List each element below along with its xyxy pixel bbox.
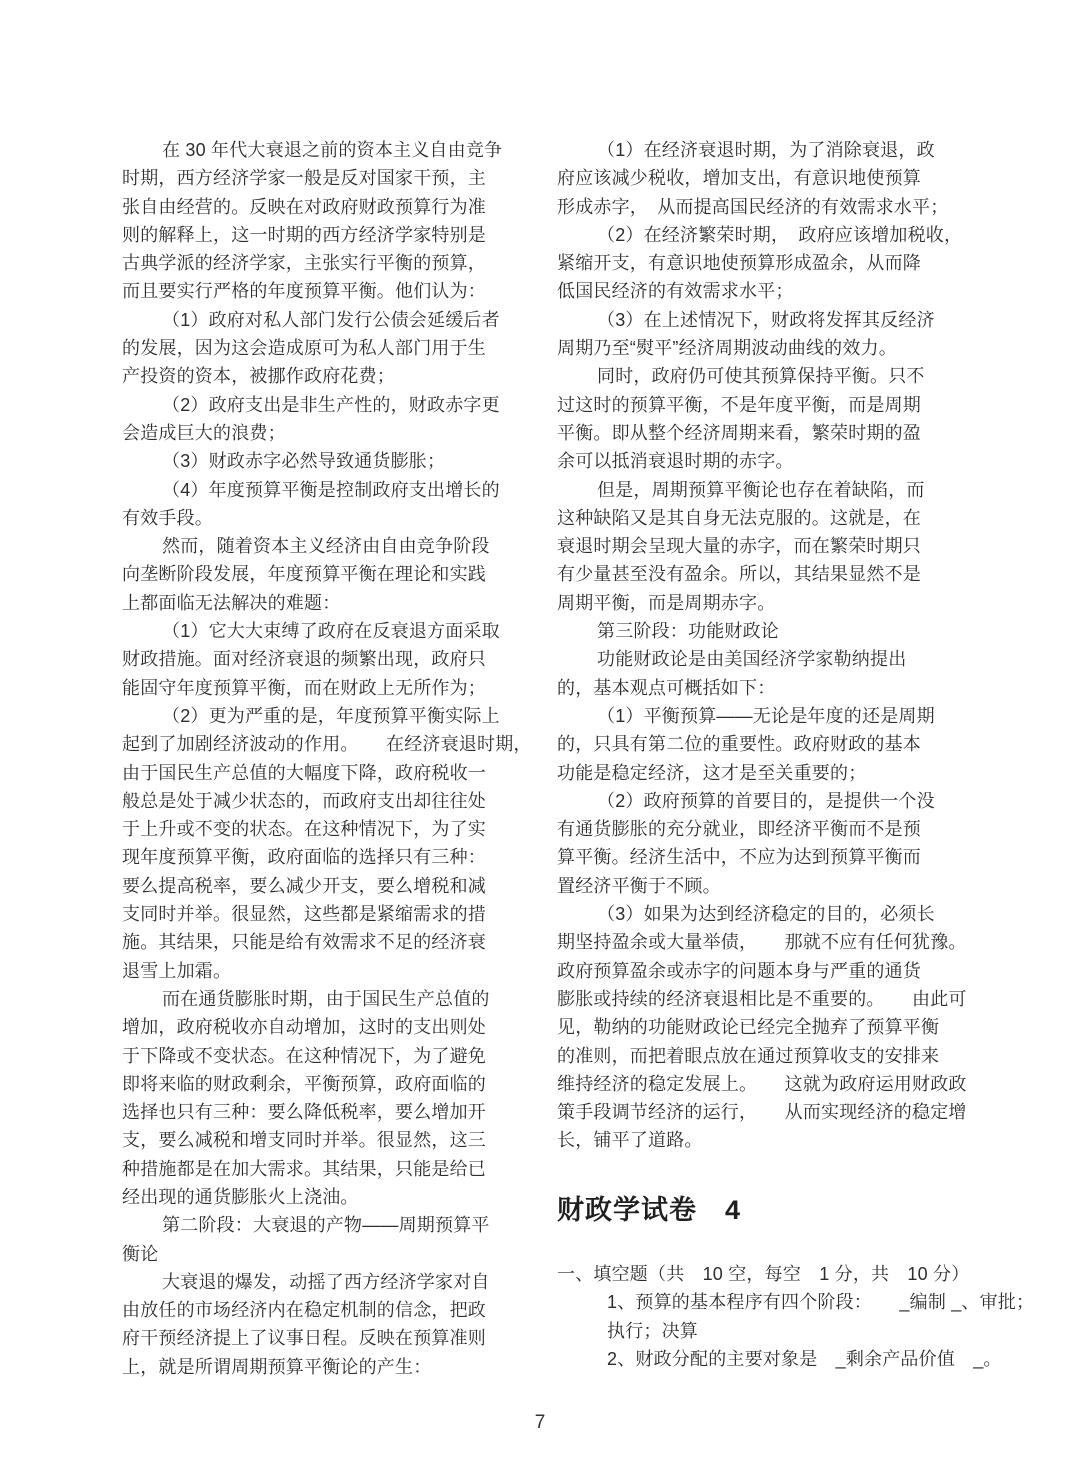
text-line: 古典学派的经济学家，主张实行平衡的预算， bbox=[122, 253, 486, 274]
text-line: 增加，政府税收亦自动增加，这时的支出则处 bbox=[122, 1017, 486, 1038]
text-line: 长，铺平了道路。 bbox=[557, 1130, 703, 1151]
text-line: 衰退时期会呈现大量的赤字，而在繁荣时期只 bbox=[557, 536, 921, 557]
text-line: 向垄断阶段发展，年度预算平衡在理论和实践 bbox=[122, 564, 486, 585]
text-line: 张自由经营的。反映在对政府财政预算行为准 bbox=[122, 196, 486, 217]
text-line: 支，要么减税和增支同时并举。很显然，这三 bbox=[122, 1130, 486, 1151]
text-line: 大衰退的爆发，动摇了西方经济学家对自 bbox=[162, 1271, 490, 1292]
text-line: 现年度预算平衡，政府面临的选择只有三种： bbox=[122, 847, 486, 868]
text-line: 产投资的资本，被挪作政府花费； bbox=[122, 366, 395, 387]
text-line: （4）年度预算平衡是控制政府支出增长的 bbox=[162, 479, 500, 500]
text-line: 在 30 年代大衰退之前的资本主义自由竞争 bbox=[162, 140, 503, 160]
text-line: 的，只具有第二位的重要性。政府财政的基本 bbox=[557, 734, 921, 755]
text-line: 政府预算盈余或赤字的问题本身与严重的通货 bbox=[557, 960, 921, 981]
right-text-column bbox=[557, 136, 997, 1155]
text-line: 过这时的预算平衡，不是年度平衡，而是周期 bbox=[557, 394, 921, 415]
text-line: 第二阶段：大衰退的产物——周期预算平 bbox=[162, 1215, 490, 1236]
text-line: 有效手段。 bbox=[122, 507, 213, 528]
text-line: （1）平衡预算——无论是年度的还是周期 bbox=[597, 705, 935, 726]
text-line: 2、财政分配的主要对象是 _剩余产品价值 _。 bbox=[607, 1348, 1002, 1369]
text-line: 于下降或不变状态。在这种情况下，为了避免 bbox=[122, 1045, 486, 1066]
text-line: 维持经济的稳定发展上。 这就为政府运用财政政 bbox=[557, 1073, 967, 1094]
text-line: 紧缩开支，有意识地使预算形成盈余，从而降 bbox=[557, 253, 921, 274]
text-line: 低国民经济的有效需求水平； bbox=[557, 281, 794, 302]
text-line: 退雪上加霜。 bbox=[122, 960, 232, 981]
text-line: （3）在上述情况下，财政将发挥其反经济 bbox=[597, 309, 935, 330]
text-line: 于上升或不变的状态。在这种情况下，为了实 bbox=[122, 819, 486, 840]
text-line: （2）在经济繁荣时期， 政府应该增加税收， bbox=[597, 224, 963, 245]
text-line: 时期，西方经济学家一般是反对国家干预，主 bbox=[122, 168, 486, 189]
text-line: 上，就是所谓周期预算平衡论的产生： bbox=[122, 1356, 432, 1377]
text-line: 有通货膨胀的充分就业，即经济平衡而不是预 bbox=[557, 819, 921, 840]
text-line: 的，基本观点可概括如下： bbox=[557, 677, 776, 698]
text-line: 的准则，而把着眼点放在通过预算收支的安排来 bbox=[557, 1045, 940, 1066]
text-line: （1）政府对私人部门发行公债会延缓后者 bbox=[162, 309, 500, 330]
text-line: 功能是稳定经济，这才是至关重要的； bbox=[557, 762, 867, 783]
text-line: 由于国民生产总值的大幅度下降，政府税收一 bbox=[122, 762, 486, 783]
text-line: 会造成巨大的浪费； bbox=[122, 422, 286, 443]
text-line: 上都面临无法解决的难题： bbox=[122, 592, 341, 613]
text-line: （2）政府支出是非生产性的，财政赤字更 bbox=[162, 394, 500, 415]
text-line: （2）更为严重的是，年度预算平衡实际上 bbox=[162, 705, 500, 726]
text-line: 能固守年度预算平衡，而在财政上无所作为； bbox=[122, 677, 486, 698]
text-line: 财政措施。面对经济衰退的频繁出现，政府只 bbox=[122, 649, 486, 670]
text-line: 功能财政论是由美国经济学家勒纳提出 bbox=[597, 649, 907, 670]
text-line: 然而，随着资本主义经济由自由竞争阶段 bbox=[162, 536, 490, 557]
text-line: 由放任的市场经济内在稳定机制的信念，把政 bbox=[122, 1300, 486, 1321]
text-line: 余可以抵消衰退时期的赤字。 bbox=[557, 451, 794, 472]
text-line: 策手段调节经济的运行， 从而实现经济的稳定增 bbox=[557, 1102, 967, 1123]
exam-paper-title: 财政学试卷 4 bbox=[557, 1195, 742, 1225]
text-line: 这种缺陷又是其自身无法克服的。这就是，在 bbox=[557, 507, 921, 528]
text-line: 而在通货膨胀时期，由于国民生产总值的 bbox=[162, 988, 490, 1009]
text-line: 算平衡。经济生活中，不应为达到预算平衡而 bbox=[557, 847, 921, 868]
left-text-column bbox=[122, 136, 532, 1381]
text-line: （1）在经济衰退时期，为了消除衰退，政 bbox=[597, 140, 935, 160]
text-line: 府应该减少税收，增加支出，有意识地使预算 bbox=[557, 168, 921, 189]
text-line: 即将来临的财政剩余，平衡预算，政府面临的 bbox=[122, 1073, 486, 1094]
text-line: 种措施都是在加大需求。其结果，只能是给已 bbox=[122, 1158, 486, 1179]
text-line: （2）政府预算的首要目的，是提供一个没 bbox=[597, 790, 935, 811]
text-line: 1、预算的基本程序有四个阶段： _编制 _、审批； bbox=[607, 1292, 1035, 1313]
page-number: 7 bbox=[534, 1412, 546, 1433]
text-line: 但是，周期预算平衡论也存在着缺陷，而 bbox=[597, 479, 925, 500]
text-line: 膨胀或持续的经济衰退相比是不重要的。 由此可 bbox=[557, 988, 967, 1009]
text-line: 期坚持盈余或大量举债， 那就不应有任何犹豫。 bbox=[557, 932, 967, 953]
text-line: 施。其结果，只能是给有效需求不足的经济衰 bbox=[122, 932, 486, 953]
text-line: 有少量甚至没有盈余。所以，其结果显然不是 bbox=[557, 564, 921, 585]
text-line: 的发展，因为这会造成原可为私人部门用于生 bbox=[122, 338, 486, 359]
text-line: 府干预经济提上了议事日程。反映在预算准则 bbox=[122, 1328, 486, 1349]
text-line: 一、填空题（共 10 空，每空 1 分，共 10 分） bbox=[557, 1264, 970, 1284]
text-line: 般总是处于减少状态的，而政府支出却往往处 bbox=[122, 790, 486, 811]
text-line: 而且要实行严格的年度预算平衡。他们认为： bbox=[122, 281, 486, 302]
text-line: 置经济平衡于不顾。 bbox=[557, 875, 721, 896]
text-line: （1）它大大束缚了政府在反衰退方面采取 bbox=[162, 621, 500, 642]
text-line: 周期乃至“熨平”经济周期波动曲线的效力。 bbox=[557, 338, 897, 359]
text-line: 同时，政府仍可使其预算保持平衡。只不 bbox=[597, 366, 925, 387]
text-line: 第三阶段：功能财政论 bbox=[597, 621, 779, 642]
text-line: 支同时并举。很显然，这些都是紧缩需求的措 bbox=[122, 904, 486, 925]
text-line: 形成赤字， 从而提高国民经济的有效需求水平； bbox=[557, 196, 949, 217]
text-line: 执行；决算 bbox=[607, 1320, 698, 1341]
text-line: 周期平衡，而是周期赤字。 bbox=[557, 592, 776, 613]
text-line: 经出现的通货膨胀火上浇油。 bbox=[122, 1186, 359, 1207]
text-line: （3）财政赤字必然导致通货膨胀； bbox=[162, 451, 446, 472]
fill-in-blank-section bbox=[557, 1260, 1035, 1373]
text-line: （3）如果为达到经济稳定的目的，必须长 bbox=[597, 904, 935, 925]
text-line: 衡论 bbox=[122, 1243, 159, 1264]
text-line: 要么提高税率，要么减少开支，要么增税和减 bbox=[122, 875, 486, 896]
text-line: 见，勒纳的功能财政论已经完全抛弃了预算平衡 bbox=[557, 1017, 940, 1038]
text-line: 平衡。即从整个经济周期来看，繁荣时期的盈 bbox=[557, 422, 921, 443]
text-line: 选择也只有三种：要么降低税率，要么增加开 bbox=[122, 1102, 486, 1123]
text-line: 则的解释上，这一时期的西方经济学家特别是 bbox=[122, 224, 486, 245]
text-line: 起到了加剧经济波动的作用。 在经济衰退时期， bbox=[122, 734, 532, 755]
